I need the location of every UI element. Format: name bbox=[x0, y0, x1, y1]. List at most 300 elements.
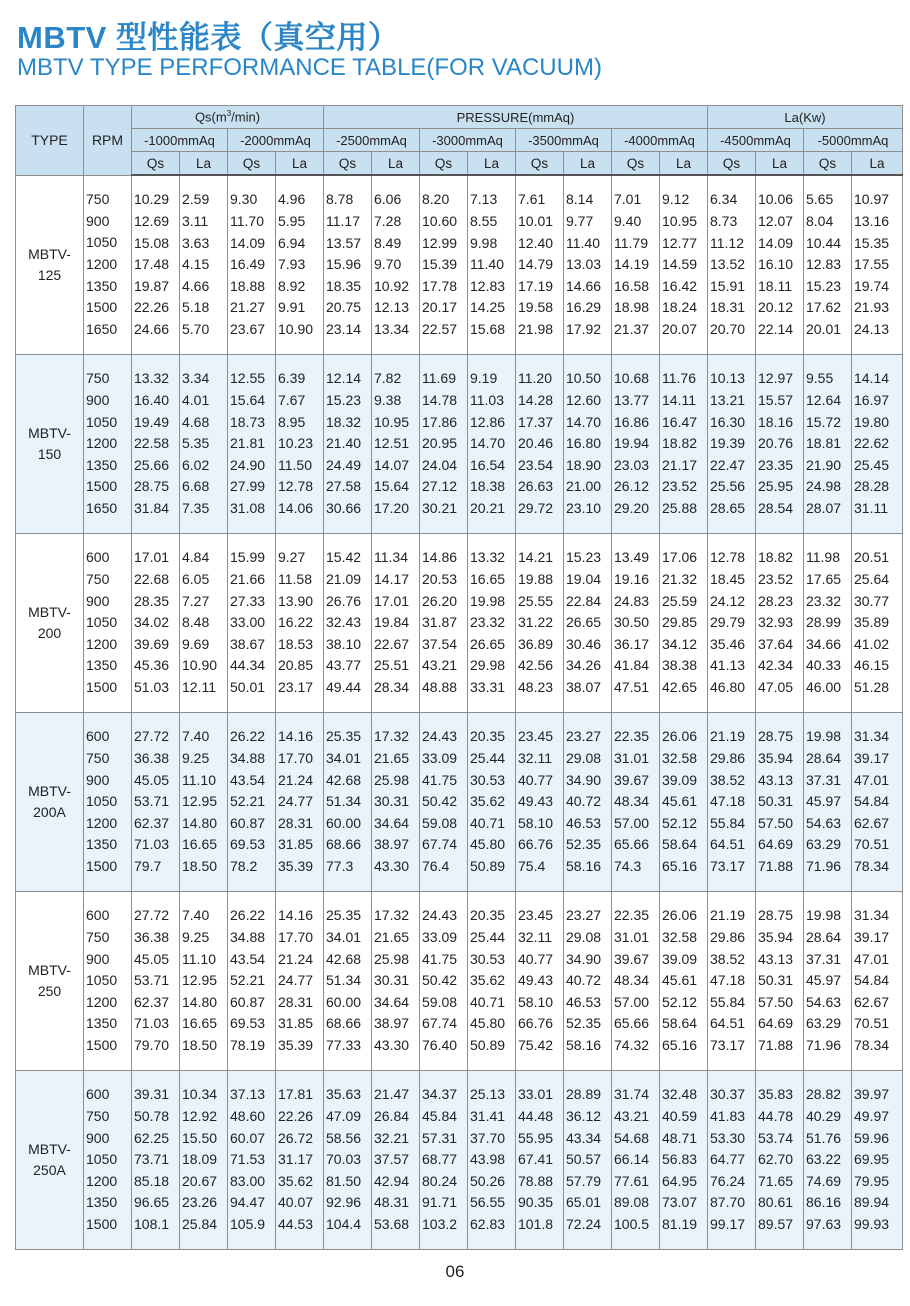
qs-value: 76.24 bbox=[710, 1172, 746, 1189]
la-value: 20.35 bbox=[470, 728, 506, 745]
qs-value: 60.87 bbox=[230, 993, 266, 1010]
la-value: 12.13 bbox=[374, 299, 410, 316]
header-qs-5: Qs bbox=[612, 152, 660, 176]
la-column-cell bbox=[852, 175, 903, 355]
la-value: 9.27 bbox=[278, 549, 306, 566]
qs-value: 12.78 bbox=[710, 549, 746, 566]
la-value: 16.65 bbox=[182, 1015, 218, 1032]
table-body bbox=[16, 175, 903, 1250]
rpm-cell bbox=[84, 355, 132, 534]
model-type-cell bbox=[16, 1071, 84, 1250]
qs-value: 47.51 bbox=[614, 678, 650, 695]
rpm-value: 900 bbox=[86, 212, 110, 229]
la-value: 50.57 bbox=[566, 1151, 602, 1168]
la-value: 17.01 bbox=[374, 592, 410, 609]
qs-value: 29.79 bbox=[710, 614, 746, 631]
la-value: 11.58 bbox=[278, 571, 312, 588]
qs-value: 53.30 bbox=[710, 1129, 746, 1146]
qs-value: 66.76 bbox=[518, 1015, 554, 1032]
la-value: 14.14 bbox=[854, 370, 890, 387]
qs-value: 45.05 bbox=[134, 771, 170, 788]
la-value: 6.94 bbox=[278, 234, 306, 251]
la-value: 30.53 bbox=[470, 771, 506, 788]
la-value: 10.23 bbox=[278, 435, 314, 452]
qs-value: 29.86 bbox=[710, 929, 746, 946]
la-value: 12.97 bbox=[758, 370, 794, 387]
la-value: 18.16 bbox=[758, 413, 794, 430]
la-column-cell bbox=[564, 175, 612, 355]
qs-value: 12.83 bbox=[806, 256, 842, 273]
qs-value: 27.72 bbox=[134, 728, 170, 745]
qs-value: 22.47 bbox=[710, 456, 746, 473]
qs-value: 11.70 bbox=[230, 213, 264, 230]
qs-value: 17.48 bbox=[134, 256, 170, 273]
rpm-value: 1350 bbox=[86, 657, 118, 674]
la-column-cell bbox=[756, 175, 804, 355]
qs-value: 34.66 bbox=[806, 635, 842, 652]
qs-value: 37.31 bbox=[806, 950, 842, 967]
qs-value: 25.55 bbox=[518, 592, 554, 609]
qs-value: 33.09 bbox=[422, 750, 458, 767]
la-column-cell bbox=[180, 1071, 228, 1250]
la-value: 57.79 bbox=[566, 1172, 602, 1189]
qs-value: 39.31 bbox=[134, 1086, 170, 1103]
qs-value: 63.22 bbox=[806, 1151, 842, 1168]
la-value: 14.11 bbox=[662, 392, 696, 409]
qs-value: 33.00 bbox=[230, 614, 266, 631]
rpm-value: 750 bbox=[86, 1108, 110, 1125]
qs-value: 54.63 bbox=[806, 993, 842, 1010]
rpm-value: 1050 bbox=[86, 234, 118, 251]
la-column-cell bbox=[660, 713, 708, 892]
header-la-2: La bbox=[372, 152, 420, 176]
la-column-cell bbox=[660, 1071, 708, 1250]
la-value: 89.94 bbox=[854, 1194, 890, 1211]
rpm-value: 750 bbox=[86, 191, 110, 208]
la-value: 18.53 bbox=[278, 635, 314, 652]
la-column-cell bbox=[276, 534, 324, 713]
model-group-row bbox=[16, 175, 903, 355]
la-value: 40.07 bbox=[278, 1194, 314, 1211]
la-value: 51.28 bbox=[854, 678, 890, 695]
rpm-value: 1050 bbox=[86, 614, 118, 631]
qs-value: 45.97 bbox=[806, 972, 842, 989]
qs-value: 23.45 bbox=[518, 907, 554, 924]
la-column-cell bbox=[756, 1071, 804, 1250]
qs-value: 26.22 bbox=[230, 728, 266, 745]
la-value: 10.06 bbox=[758, 191, 794, 208]
la-value: 65.16 bbox=[662, 1036, 698, 1053]
la-value: 64.69 bbox=[758, 836, 794, 853]
qs-value: 37.54 bbox=[422, 635, 458, 652]
la-value: 38.38 bbox=[662, 657, 698, 674]
qs-column-cell bbox=[420, 713, 468, 892]
qs-value: 35.46 bbox=[710, 635, 746, 652]
la-value: 22.26 bbox=[278, 1108, 314, 1125]
qs-value: 21.90 bbox=[806, 456, 842, 473]
qs-value: 77.61 bbox=[614, 1172, 650, 1189]
la-value: 20.51 bbox=[854, 549, 890, 566]
la-value: 19.84 bbox=[374, 614, 410, 631]
qs-value: 15.39 bbox=[422, 256, 458, 273]
la-value: 31.85 bbox=[278, 836, 314, 853]
qs-value: 19.98 bbox=[806, 728, 842, 745]
qs-value: 26.63 bbox=[518, 478, 554, 495]
qs-value: 12.40 bbox=[518, 234, 554, 251]
header-la-3: La bbox=[468, 152, 516, 176]
la-value: 59.96 bbox=[854, 1129, 890, 1146]
qs-column-cell bbox=[132, 892, 180, 1071]
qs-column-cell bbox=[804, 534, 852, 713]
la-value: 4.84 bbox=[182, 549, 210, 566]
qs-value: 25.66 bbox=[134, 456, 170, 473]
qs-column-cell bbox=[324, 175, 372, 355]
qs-value: 28.99 bbox=[806, 614, 842, 631]
qs-column-cell bbox=[516, 175, 564, 355]
header-qs-0: Qs bbox=[132, 152, 180, 176]
la-value: 9.25 bbox=[182, 929, 210, 946]
qs-value: 28.07 bbox=[806, 499, 842, 516]
qs-value: 45.97 bbox=[806, 793, 842, 810]
header-qs-6: Qs bbox=[708, 152, 756, 176]
rpm-value: 1200 bbox=[86, 814, 118, 831]
la-value: 18.24 bbox=[662, 299, 698, 316]
la-value: 28.31 bbox=[278, 814, 314, 831]
la-value: 23.52 bbox=[758, 571, 794, 588]
la-value: 20.21 bbox=[470, 499, 506, 516]
la-value: 25.98 bbox=[374, 950, 410, 967]
la-value: 16.65 bbox=[182, 836, 218, 853]
la-value: 16.22 bbox=[278, 614, 314, 631]
la-value: 25.59 bbox=[662, 592, 698, 609]
rpm-value: 600 bbox=[86, 549, 110, 566]
qs-column-cell bbox=[612, 892, 660, 1071]
la-value: 8.48 bbox=[182, 614, 210, 631]
la-value: 14.09 bbox=[758, 234, 794, 251]
la-value: 12.95 bbox=[182, 793, 218, 810]
qs-column-cell bbox=[612, 1071, 660, 1250]
la-value: 78.34 bbox=[854, 1036, 890, 1053]
qs-column-cell bbox=[420, 892, 468, 1071]
qs-column-cell bbox=[804, 175, 852, 355]
qs-value: 103.2 bbox=[422, 1215, 458, 1232]
la-value: 57.50 bbox=[758, 993, 794, 1010]
la-value: 28.75 bbox=[758, 728, 794, 745]
qs-value: 20.95 bbox=[422, 435, 458, 452]
qs-value: 69.53 bbox=[230, 1015, 266, 1032]
qs-column-cell bbox=[804, 355, 852, 534]
qs-value: 59.08 bbox=[422, 993, 458, 1010]
model-type-cell bbox=[16, 534, 84, 713]
qs-value: 39.67 bbox=[614, 771, 650, 788]
qs-column-cell bbox=[132, 175, 180, 355]
qs-value: 15.72 bbox=[806, 413, 842, 430]
header-qs-suffix: /min) bbox=[231, 109, 261, 125]
qs-value: 41.84 bbox=[614, 657, 650, 674]
la-value: 17.06 bbox=[662, 549, 698, 566]
la-value: 50.31 bbox=[758, 972, 794, 989]
qs-value: 75.42 bbox=[518, 1036, 554, 1053]
la-value: 15.23 bbox=[566, 549, 602, 566]
qs-value: 20.53 bbox=[422, 571, 458, 588]
qs-value: 14.21 bbox=[518, 549, 554, 566]
la-value: 14.16 bbox=[278, 907, 314, 924]
qs-value: 15.23 bbox=[806, 277, 842, 294]
qs-value: 8.20 bbox=[422, 191, 450, 208]
qs-value: 108.1 bbox=[134, 1215, 170, 1232]
qs-value: 16.58 bbox=[614, 277, 650, 294]
la-value: 29.85 bbox=[662, 614, 698, 631]
qs-value: 15.23 bbox=[326, 392, 362, 409]
la-value: 73.07 bbox=[662, 1194, 698, 1211]
la-value: 26.65 bbox=[470, 635, 506, 652]
la-value: 80.61 bbox=[758, 1194, 794, 1211]
header-la-5: La bbox=[660, 152, 708, 176]
qs-column-cell bbox=[228, 175, 276, 355]
la-value: 49.97 bbox=[854, 1108, 890, 1125]
la-value: 12.83 bbox=[470, 277, 506, 294]
header-pressure-6: -4500mmAq bbox=[708, 129, 804, 152]
qs-column-cell bbox=[420, 534, 468, 713]
header-pressure-4: -3500mmAq bbox=[516, 129, 612, 152]
qs-value: 12.14 bbox=[326, 370, 362, 387]
la-value: 14.17 bbox=[374, 571, 410, 588]
qs-value: 21.40 bbox=[326, 435, 362, 452]
qs-value: 70.03 bbox=[326, 1151, 362, 1168]
rpm-value: 1350 bbox=[86, 1194, 118, 1211]
la-value: 71.65 bbox=[758, 1172, 794, 1189]
qs-value: 27.58 bbox=[326, 478, 362, 495]
la-value: 11.10 bbox=[182, 771, 216, 788]
la-column-cell bbox=[372, 1071, 420, 1250]
la-value: 15.35 bbox=[854, 234, 890, 251]
qs-value: 73.17 bbox=[710, 1036, 746, 1053]
qs-value: 31.22 bbox=[518, 614, 554, 631]
qs-value: 19.58 bbox=[518, 299, 554, 316]
qs-value: 36.38 bbox=[134, 750, 170, 767]
qs-value: 8.78 bbox=[326, 191, 354, 208]
qs-value: 20.46 bbox=[518, 435, 554, 452]
qs-value: 25.35 bbox=[326, 907, 362, 924]
la-value: 45.80 bbox=[470, 836, 506, 853]
la-value: 18.38 bbox=[470, 478, 506, 495]
qs-value: 38.52 bbox=[710, 950, 746, 967]
qs-value: 22.35 bbox=[614, 728, 650, 745]
la-column-cell bbox=[276, 892, 324, 1071]
qs-value: 14.28 bbox=[518, 392, 554, 409]
qs-value: 63.29 bbox=[806, 836, 842, 853]
la-value: 26.06 bbox=[662, 728, 698, 745]
qs-value: 50.78 bbox=[134, 1108, 170, 1125]
la-value: 12.60 bbox=[566, 392, 602, 409]
qs-value: 13.21 bbox=[710, 392, 746, 409]
la-value: 50.26 bbox=[470, 1172, 506, 1189]
qs-la-header-row bbox=[16, 152, 903, 176]
rpm-value: 900 bbox=[86, 1129, 110, 1146]
la-value: 71.88 bbox=[758, 1036, 794, 1053]
qs-value: 31.08 bbox=[230, 499, 266, 516]
qs-value: 18.32 bbox=[326, 413, 362, 430]
la-value: 23.17 bbox=[278, 678, 314, 695]
qs-value: 28.64 bbox=[806, 750, 842, 767]
la-value: 30.31 bbox=[374, 793, 410, 810]
qs-value: 24.90 bbox=[230, 456, 266, 473]
la-value: 34.12 bbox=[662, 635, 698, 652]
rpm-cell bbox=[84, 713, 132, 892]
page-title-chinese: MBTV 型性能表（真空用） bbox=[17, 20, 400, 55]
la-value: 8.14 bbox=[566, 191, 594, 208]
la-value: 32.93 bbox=[758, 614, 794, 631]
qs-value: 25.35 bbox=[326, 728, 362, 745]
qs-column-cell bbox=[612, 534, 660, 713]
la-value: 6.39 bbox=[278, 370, 306, 387]
la-value: 22.67 bbox=[374, 635, 410, 652]
qs-value: 17.62 bbox=[806, 299, 842, 316]
qs-value: 41.75 bbox=[422, 771, 458, 788]
la-value: 38.07 bbox=[566, 678, 602, 695]
la-value: 34.90 bbox=[566, 950, 602, 967]
qs-value: 38.67 bbox=[230, 635, 266, 652]
qs-value: 62.25 bbox=[134, 1129, 170, 1146]
qs-value: 18.88 bbox=[230, 277, 266, 294]
rpm-value: 1650 bbox=[86, 320, 118, 337]
qs-value: 100.5 bbox=[614, 1215, 650, 1232]
la-value: 78.34 bbox=[854, 857, 890, 874]
la-value: 52.12 bbox=[662, 993, 698, 1010]
la-value: 4.96 bbox=[278, 191, 306, 208]
la-value: 5.35 bbox=[182, 435, 210, 452]
qs-column-cell bbox=[228, 1071, 276, 1250]
rpm-value: 750 bbox=[86, 571, 110, 588]
la-value: 5.18 bbox=[182, 299, 210, 316]
la-value: 79.95 bbox=[854, 1172, 890, 1189]
la-value: 26.72 bbox=[278, 1129, 314, 1146]
qs-value: 14.19 bbox=[614, 256, 650, 273]
la-value: 13.03 bbox=[566, 256, 602, 273]
la-column-cell bbox=[276, 355, 324, 534]
qs-value: 31.84 bbox=[134, 499, 170, 516]
la-value: 18.82 bbox=[662, 435, 698, 452]
qs-value: 28.65 bbox=[710, 499, 746, 516]
la-value: 11.10 bbox=[182, 950, 216, 967]
qs-value: 9.30 bbox=[230, 191, 258, 208]
la-column-cell bbox=[372, 355, 420, 534]
la-value: 21.24 bbox=[278, 950, 314, 967]
qs-value: 41.13 bbox=[710, 657, 746, 674]
la-value: 54.84 bbox=[854, 972, 890, 989]
la-value: 9.69 bbox=[182, 635, 210, 652]
la-value: 14.80 bbox=[182, 814, 218, 831]
qs-column-cell bbox=[132, 1071, 180, 1250]
la-value: 10.95 bbox=[662, 213, 698, 230]
la-value: 9.12 bbox=[662, 191, 690, 208]
la-value: 70.51 bbox=[854, 1015, 890, 1032]
la-value: 29.08 bbox=[566, 750, 602, 767]
rpm-value: 750 bbox=[86, 750, 110, 767]
header-rpm: RPM bbox=[84, 106, 132, 176]
qs-value: 71.96 bbox=[806, 857, 842, 874]
qs-value: 62.37 bbox=[134, 814, 170, 831]
la-column-cell bbox=[852, 1071, 903, 1250]
qs-value: 15.96 bbox=[326, 256, 362, 273]
qs-column-cell bbox=[324, 713, 372, 892]
qs-value: 43.54 bbox=[230, 771, 266, 788]
qs-value: 19.16 bbox=[614, 571, 650, 588]
qs-value: 34.37 bbox=[422, 1086, 458, 1103]
qs-value: 90.35 bbox=[518, 1194, 554, 1211]
qs-value: 5.65 bbox=[806, 191, 834, 208]
la-column-cell bbox=[564, 892, 612, 1071]
la-column-cell bbox=[756, 892, 804, 1071]
la-value: 6.02 bbox=[182, 456, 210, 473]
la-value: 9.70 bbox=[374, 256, 402, 273]
la-column-cell bbox=[564, 1071, 612, 1250]
la-value: 65.16 bbox=[662, 857, 698, 874]
qs-value: 80.24 bbox=[422, 1172, 458, 1189]
la-value: 43.30 bbox=[374, 1036, 410, 1053]
qs-value: 19.98 bbox=[806, 907, 842, 924]
la-value: 22.84 bbox=[566, 592, 602, 609]
qs-column-cell bbox=[324, 1071, 372, 1250]
qs-value: 53.71 bbox=[134, 793, 170, 810]
qs-value: 53.71 bbox=[134, 972, 170, 989]
la-value: 3.34 bbox=[182, 370, 210, 387]
qs-value: 23.45 bbox=[518, 728, 554, 745]
qs-value: 17.37 bbox=[518, 413, 554, 430]
la-value: 12.78 bbox=[278, 478, 314, 495]
la-value: 7.40 bbox=[182, 728, 210, 745]
qs-value: 11.20 bbox=[518, 370, 552, 387]
qs-column-cell bbox=[708, 713, 756, 892]
la-value: 17.70 bbox=[278, 929, 314, 946]
qs-column-cell bbox=[516, 534, 564, 713]
la-value: 7.82 bbox=[374, 370, 402, 387]
la-value: 6.68 bbox=[182, 478, 210, 495]
la-value: 9.38 bbox=[374, 392, 402, 409]
qs-value: 26.22 bbox=[230, 907, 266, 924]
la-value: 21.24 bbox=[278, 771, 314, 788]
la-value: 53.74 bbox=[758, 1129, 794, 1146]
qs-value: 32.11 bbox=[518, 929, 552, 946]
la-value: 31.17 bbox=[278, 1151, 314, 1168]
la-value: 32.58 bbox=[662, 750, 698, 767]
la-value: 14.25 bbox=[470, 299, 506, 316]
rpm-value: 1500 bbox=[86, 1036, 118, 1053]
la-value: 16.47 bbox=[662, 413, 698, 430]
la-value: 17.70 bbox=[278, 750, 314, 767]
rpm-value: 1500 bbox=[86, 857, 118, 874]
la-value: 26.65 bbox=[566, 614, 602, 631]
qs-column-cell bbox=[324, 892, 372, 1071]
qs-value: 37.31 bbox=[806, 771, 842, 788]
rpm-value: 1350 bbox=[86, 456, 118, 473]
la-value: 25.44 bbox=[470, 929, 506, 946]
rpm-value: 600 bbox=[86, 1086, 110, 1103]
la-value: 8.55 bbox=[470, 213, 498, 230]
la-value: 11.50 bbox=[278, 456, 312, 473]
la-value: 20.12 bbox=[758, 299, 794, 316]
qs-value: 16.30 bbox=[710, 413, 746, 430]
qs-value: 20.17 bbox=[422, 299, 458, 316]
la-value: 99.93 bbox=[854, 1215, 890, 1232]
la-value: 10.97 bbox=[854, 191, 890, 208]
la-value: 39.09 bbox=[662, 771, 698, 788]
la-value: 32.21 bbox=[374, 1129, 410, 1146]
rpm-value: 1050 bbox=[86, 972, 118, 989]
qs-column-cell bbox=[708, 355, 756, 534]
la-value: 36.12 bbox=[566, 1108, 602, 1125]
la-value: 12.77 bbox=[662, 234, 698, 251]
